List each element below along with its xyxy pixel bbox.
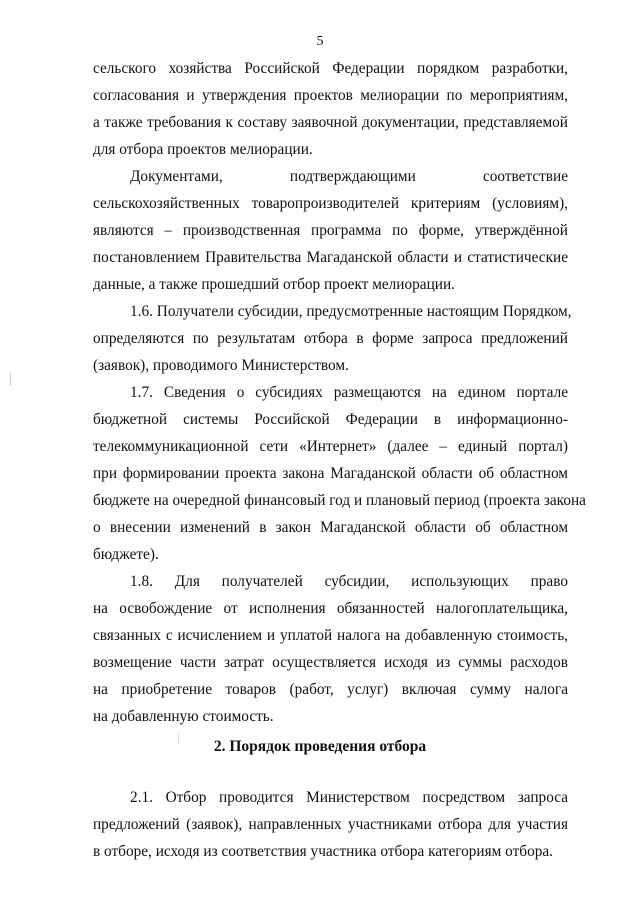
- text-line: предложений (заявок), направленных участниками отбора для участия: [93, 816, 568, 833]
- text-line: телекоммуникационной сети «Интернет» (далее – единый портал): [93, 438, 568, 455]
- text-line: бюджете на очередной финансовый год и плановый период (проекта закона: [93, 492, 586, 509]
- text-line: определяются по результатам отбора в форме запроса предложений: [93, 330, 568, 347]
- text-line: сельского хозяйства Российской Федерации порядком разработки,: [93, 60, 568, 77]
- text-line: являются – производственная программа по форме, утверждённой: [93, 222, 568, 239]
- scan-margin-mark: [10, 372, 11, 386]
- section-heading: 2. Порядок проведения отбора: [213, 738, 427, 755]
- text-line: связанных с исчислением и уплатой налога на добавленную стоимость,: [93, 627, 568, 644]
- text-line: 2.1. Отбор проводится Министерством посредством запроса: [130, 789, 568, 806]
- text-line: на освобождение от исполнения обязанностей налогоплательщика,: [93, 600, 568, 617]
- text-line: бюджете).: [93, 546, 159, 563]
- text-line: 1.8. Для получателей субсидии, использующих право: [130, 573, 568, 590]
- text-line: данные, а также прошедший отбор проект мелиорации.: [93, 276, 455, 293]
- text-line: в отборе, исходя из соответствия участника отбора категориям отбора.: [93, 843, 553, 860]
- text-line: Документами, подтверждающими соответствие: [130, 168, 568, 185]
- text-line: 1.7. Сведения о субсидиях размещаются на едином портале: [130, 384, 568, 401]
- text-line: на добавленную стоимость.: [93, 708, 274, 725]
- text-line: постановлением Правительства Магаданской области и статистические: [93, 249, 568, 266]
- text-line: на приобретение товаров (работ, услуг) включая сумму налога: [93, 681, 568, 698]
- text-line: 1.6. Получатели субсидии, предусмотренные настоящим Порядком,: [130, 303, 572, 320]
- text-line: сельскохозяйственных товаропроизводителей критериям (условиям),: [93, 195, 568, 212]
- text-line: (заявок), проводимого Министерством.: [93, 357, 349, 374]
- text-line: согласования и утверждения проектов мелиорации по мероприятиям,: [93, 87, 568, 104]
- page-number: 5: [316, 34, 324, 49]
- text-line: о внесении изменений в закон Магаданской области об областном: [93, 519, 568, 536]
- text-line: возмещение части затрат осуществляется исходя из суммы расходов: [93, 654, 568, 671]
- text-line: а также требования к составу заявочной документации, представляемой: [93, 114, 568, 131]
- text-line: для отбора проектов мелиорации.: [93, 141, 313, 158]
- text-line: при формировании проекта закона Магаданской области об областном: [93, 465, 568, 482]
- text-line: бюджетной системы Российской Федерации в информационно-: [93, 411, 568, 428]
